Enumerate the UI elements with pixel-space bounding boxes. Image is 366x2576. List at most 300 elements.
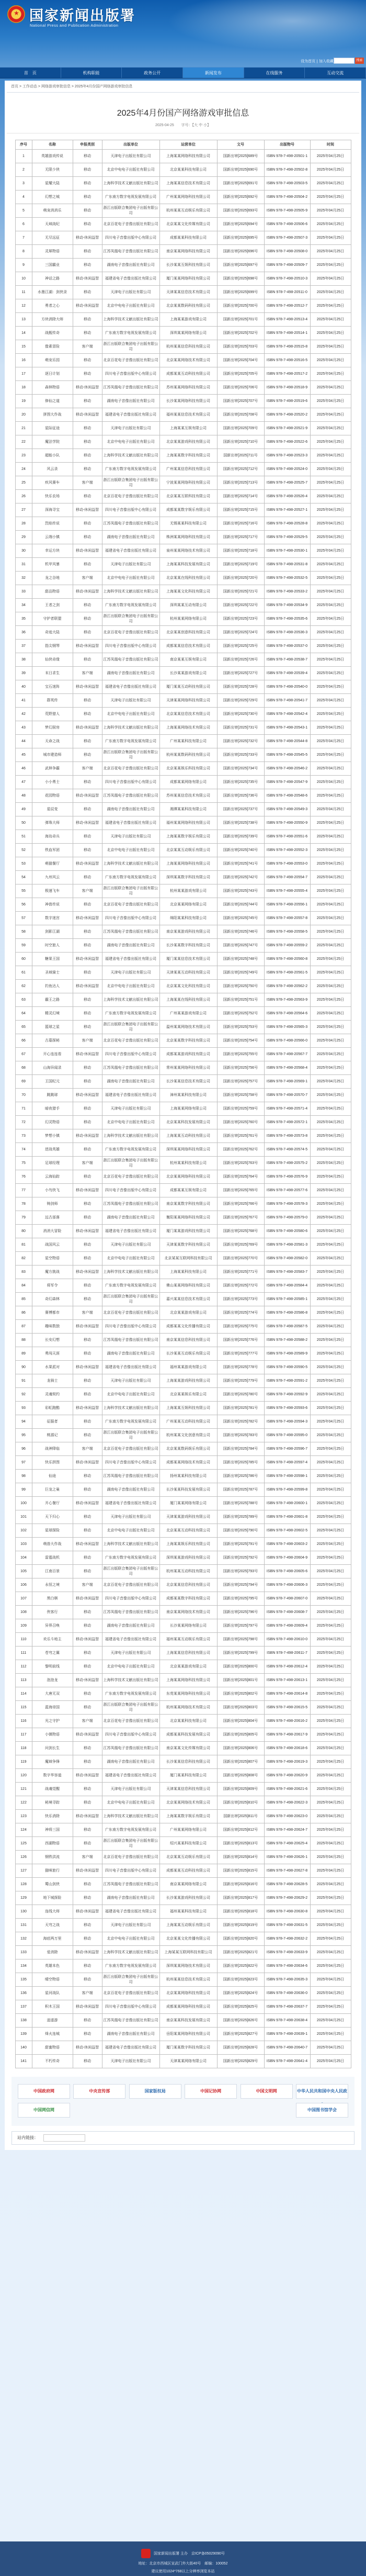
table-cell: 国新出审[2025]795号 xyxy=(217,1592,264,1606)
table-cell: ISBN 978-7-498-20604-9 xyxy=(264,1551,310,1565)
table-cell: 异界召唤 xyxy=(32,1619,73,1633)
table-cell: 移动-休闲益智 xyxy=(73,544,102,558)
table-cell: 移动 xyxy=(73,1932,102,1946)
table-cell: 衡阳某某网络科技有限公司 xyxy=(159,1211,217,1225)
table-cell: 广东南方数字电视发展有限公司 xyxy=(102,599,159,612)
table-cell: 北京某某文化传播有限公司 xyxy=(159,1932,217,1946)
table-cell: 王国纪元 xyxy=(32,1075,73,1089)
table-cell: 上海某某互动娱乐有限公司 xyxy=(159,1919,217,1932)
table-cell: 云端小镇 xyxy=(32,531,73,544)
table-cell: 湖南电子音像出版社有限公司 xyxy=(102,531,159,544)
table-cell: 蜀山剑侠 xyxy=(32,1878,73,1891)
table-cell: 上海科学技术文献出版社有限公司 xyxy=(102,585,159,599)
table-cell: 2025年04月25日 xyxy=(310,1959,351,1973)
table-cell: 移动 xyxy=(73,286,102,299)
table-cell: 97 xyxy=(15,1456,32,1470)
table-cell: 绍兴某某科技有限公司 xyxy=(159,1837,217,1851)
table-row xyxy=(15,1796,351,1810)
table-cell: 上海某某文化科技有限公司 xyxy=(159,585,217,599)
table-cell: 天津电子出版社有限公司 xyxy=(102,1919,159,1932)
table-cell: 客户端 xyxy=(73,340,102,354)
table-cell: 2025年04月25日 xyxy=(310,816,351,830)
table-cell: 移动 xyxy=(73,463,102,476)
table-cell: 2025年04月25日 xyxy=(310,1796,351,1810)
table-row xyxy=(15,1932,351,1946)
table-cell: 天津电子出版社有限公司 xyxy=(102,1238,159,1252)
table-cell: 移动-休闲益智 xyxy=(73,1592,102,1606)
table-cell: 长沙某某游戏科技有限公司 xyxy=(159,1891,217,1905)
nav-item[interactable]: 机构职能 xyxy=(61,68,122,78)
table-cell: 61 xyxy=(15,966,32,980)
table-cell: ISBN 978-7-498-20598-1 xyxy=(264,1470,310,1483)
table-cell: 68 xyxy=(15,1061,32,1075)
table-cell: 1 xyxy=(15,150,32,163)
table-cell: 南京某某数字科技有限公司 xyxy=(159,1197,217,1211)
table-cell: 北京某某网络技术有限公司 xyxy=(159,354,217,367)
gov-badge-icon[interactable] xyxy=(141,2549,151,2558)
table-cell: 数字迷宫 xyxy=(32,912,73,925)
table-cell: 国新出审[2025]771号 xyxy=(217,1265,264,1279)
table-cell: 国新出审[2025]722号 xyxy=(217,599,264,612)
table-cell: 浙江出版联合集团电子出版有限公司 xyxy=(102,476,159,490)
table-cell: 2025年04月25日 xyxy=(310,1184,351,1197)
table-cell: 130 xyxy=(15,1905,32,1919)
table-cell: 122 xyxy=(15,1796,32,1810)
breadcrumb[interactable]: 首页 > 工作动态 > 网络游戏审批信息 > 2025年4月份国产网络游戏审批信息 xyxy=(7,81,359,93)
table-cell: 厦门某某科技有限公司 xyxy=(159,1769,217,1783)
table-cell: 国新出审[2025]728号 xyxy=(217,680,264,694)
table-cell: 72 xyxy=(15,1116,32,1129)
table-row xyxy=(15,1157,351,1170)
table-cell: 上海某某在线科技有限公司 xyxy=(159,993,217,1007)
table-cell: 国新出审[2025]729号 xyxy=(217,694,264,708)
table-cell: ISBN 978-7-498-20635-3 xyxy=(264,1973,310,1987)
table-cell: 国新出审[2025]734号 xyxy=(217,762,264,776)
table-cell: 天津电子出版社有限公司 xyxy=(102,966,159,980)
table-cell: 国新出审[2025]731号 xyxy=(217,721,264,735)
table-row xyxy=(15,354,351,367)
table-cell: ISBN 978-7-498-20560-8 xyxy=(264,953,310,966)
table-cell: ISBN 978-7-498-20501-1 xyxy=(264,150,310,163)
table-cell: 国新出审[2025]705号 xyxy=(217,367,264,381)
table-cell: 2025年04月25日 xyxy=(310,1701,351,1715)
table-cell: ISBN 978-7-498-20549-3 xyxy=(264,803,310,816)
table-cell: 福建省电子音像出版社有限公司 xyxy=(102,953,159,966)
table-row xyxy=(15,1551,351,1565)
site-links-select[interactable] xyxy=(43,2134,85,2142)
table-cell: 问剑长生 xyxy=(32,1742,73,1755)
table-cell: 15 xyxy=(15,340,32,354)
table-cell: 96 xyxy=(15,1442,32,1456)
table-cell: 湖南电子音像出版社有限公司 xyxy=(102,803,159,816)
table-cell: 105 xyxy=(15,1565,32,1578)
table-cell: 客户端 xyxy=(73,476,102,490)
table-cell: ISBN 978-7-498-20565-3 xyxy=(264,1021,310,1034)
table-cell: 北京某某游戏科技有限公司 xyxy=(159,435,217,449)
table-cell: 9 xyxy=(15,259,32,272)
table-cell: 国新出审[2025]693号 xyxy=(217,204,264,218)
table-cell: 天津某某互动科技有限公司 xyxy=(159,966,217,980)
table-cell: 移动-休闲益智 xyxy=(73,1129,102,1143)
table-cell: ISBN 978-7-498-20570-7 xyxy=(264,1089,310,1102)
table-cell: 广东南方数字电视发展有限公司 xyxy=(102,1959,159,1973)
table-cell: 株洲某某网络科技有限公司 xyxy=(159,531,217,544)
table-cell: ISBN 978-7-498-20597-4 xyxy=(264,1456,310,1470)
table-cell: 北京某某网络科技有限公司 xyxy=(159,1987,217,2000)
site-links-bar xyxy=(12,2131,354,2145)
table-cell: 云海仙踪 xyxy=(32,1170,73,1184)
table-cell: 2025年04月25日 xyxy=(310,844,351,857)
nav-item[interactable]: 政务公开 xyxy=(122,68,183,78)
table-cell: ISBN 978-7-498-20576-9 xyxy=(264,1170,310,1184)
search-input[interactable] xyxy=(334,58,354,64)
footer-link[interactable]: 中国文明网 xyxy=(241,2084,293,2099)
table-cell: 移动 xyxy=(73,1551,102,1565)
table-cell: 移动-休闲益智 xyxy=(73,789,102,803)
table-cell: 2025年04月25日 xyxy=(310,1728,351,1742)
table-row xyxy=(15,789,351,803)
table-cell: 四川电子音像出版中心有限公司 xyxy=(102,1728,159,1742)
table-cell: 移动-休闲益智 xyxy=(73,272,102,286)
table-cell: 2025年04月25日 xyxy=(310,558,351,572)
footer-link[interactable]: 国家版权局 xyxy=(129,2084,181,2099)
table-cell: 102 xyxy=(15,1524,32,1538)
table-cell: 爱消除 xyxy=(32,1946,73,1959)
table-cell: ISBN 978-7-498-20616-2 xyxy=(264,1715,310,1728)
table-cell: 国新出审[2025]756号 xyxy=(217,1061,264,1075)
table-cell: ISBN 978-7-498-20507-3 xyxy=(264,231,310,245)
table-cell: 2025年04月25日 xyxy=(310,1810,351,1823)
table-row xyxy=(15,572,351,585)
table-cell: 移动 xyxy=(73,1415,102,1429)
table-cell: 69 xyxy=(15,1075,32,1089)
table-cell: ISBN 978-7-498-20636-0 xyxy=(264,1987,310,2000)
table-cell: 四川电子音像出版中心有限公司 xyxy=(102,1456,159,1470)
table-cell: 移动 xyxy=(73,1687,102,1701)
table-cell: 移动 xyxy=(73,939,102,953)
table-cell: 福建省电子音像出版社有限公司 xyxy=(102,1225,159,1238)
footer-link[interactable]: 中国记协网 xyxy=(185,2084,237,2099)
table-cell: 北京中电电子出版社有限公司 xyxy=(102,708,159,721)
table-cell: ISBN 978-7-498-20506-6 xyxy=(264,218,310,231)
table-cell: 移动 xyxy=(73,531,102,544)
table-cell: 南京某某互娱有限公司 xyxy=(159,653,217,667)
table-cell: 35 xyxy=(15,612,32,626)
table-cell: 福建省电子音像出版社有限公司 xyxy=(102,1361,159,1374)
nav-item[interactable]: 首 页 xyxy=(0,68,61,78)
table-cell: 2025年04月25日 xyxy=(310,544,351,558)
table-cell: 铁血军团 xyxy=(32,844,73,857)
table-cell: 四川电子音像出版中心有限公司 xyxy=(102,367,159,381)
table-cell: 南京某某网络科技有限公司 xyxy=(159,245,217,259)
table-cell: 国新出审[2025]811号 xyxy=(217,1810,264,1823)
table-cell: 上海某某互娱科技有限公司 xyxy=(159,1402,217,1415)
table-row xyxy=(15,422,351,435)
table-cell: 神兽传说 xyxy=(32,898,73,912)
table-cell: 国新出审[2025]720号 xyxy=(217,572,264,585)
table-cell: 广东南方数字电视发展有限公司 xyxy=(102,871,159,884)
table-row xyxy=(15,1810,351,1823)
table-cell: 2025年04月25日 xyxy=(310,422,351,435)
table-row xyxy=(15,884,351,898)
table-cell: 国新出审[2025]778号 xyxy=(217,1361,264,1374)
table-cell: 疾风赛车 xyxy=(32,476,73,490)
table-cell: 2025年04月25日 xyxy=(310,218,351,231)
table-cell: 移动 xyxy=(73,748,102,762)
table-cell: 74 xyxy=(15,1143,32,1157)
table-cell: 水墨江湖：剑侠录 xyxy=(32,286,73,299)
footer-copyright: 国家新闻出版署 主办 京ICP备05029090号 xyxy=(0,2549,366,2558)
table-cell: 2025年04月25日 xyxy=(310,272,351,286)
table-cell: 消消大冒险 xyxy=(32,1225,73,1238)
table-cell: 国新出审[2025]775号 xyxy=(217,1320,264,1334)
table-cell: 131 xyxy=(15,1919,32,1932)
table-cell: 足球经理 xyxy=(32,1157,73,1170)
table-cell: 2025年04月25日 xyxy=(310,1606,351,1619)
table-cell: 长沙某某信息科技有限公司 xyxy=(159,1755,217,1769)
table-cell: 国新出审[2025]796号 xyxy=(217,1606,264,1619)
table-cell: 精灵幻境 xyxy=(32,1007,73,1021)
table-header-row xyxy=(15,140,351,150)
table-cell: 广东南方数字电视发展有限公司 xyxy=(102,735,159,748)
site-links-label: 站内链接： xyxy=(17,2135,38,2140)
table-cell: 国新出审[2025]698号 xyxy=(217,272,264,286)
table-cell: 福州某某信息技术有限公司 xyxy=(159,408,217,422)
table-cell: 100 xyxy=(15,1497,32,1510)
table-cell: 2025年04月25日 xyxy=(310,925,351,939)
table-cell: 移动-休闲益智 xyxy=(73,1456,102,1470)
header-links[interactable]: 设为首页 | 加入收藏 xyxy=(301,59,334,63)
table-cell: ISBN 978-7-498-20517-2 xyxy=(264,367,310,381)
table-cell: 移动-休闲益智 xyxy=(73,721,102,735)
table-cell: 国新出审[2025]753号 xyxy=(217,1021,264,1034)
table-row xyxy=(15,503,351,517)
table-cell: 76 xyxy=(15,1170,32,1184)
table-row xyxy=(15,1701,351,1715)
table-cell: 移动 xyxy=(73,259,102,272)
table-cell: 41 xyxy=(15,694,32,708)
table-cell: 国新出审[2025]804号 xyxy=(217,1715,264,1728)
table-cell: 北京中电电子出版社有限公司 xyxy=(102,980,159,993)
table-cell: 63 xyxy=(15,993,32,1007)
table-cell: 南京某某网络有限公司 xyxy=(159,1878,217,1891)
table-cell: 海岛奇兵 xyxy=(32,830,73,844)
table-cell: 极速飞车 xyxy=(32,884,73,898)
table-cell: 国新出审[2025]798号 xyxy=(217,1633,264,1647)
table-row xyxy=(15,476,351,490)
table-cell: 仙途 xyxy=(32,1470,73,1483)
table-row xyxy=(15,517,351,531)
table-cell: 国新出审[2025]749号 xyxy=(217,966,264,980)
table-cell: ISBN 978-7-498-20556-1 xyxy=(264,898,310,912)
table-cell: 糖果王国 xyxy=(32,953,73,966)
nav-item[interactable]: 互动交流 xyxy=(305,68,366,78)
table-cell: 移动 xyxy=(73,1279,102,1293)
table-cell: 长沙某某数字科技有限公司 xyxy=(159,939,217,953)
table-cell: 移动-休闲益智 xyxy=(73,912,102,925)
table-cell: 甜蜜物语 xyxy=(32,2041,73,2055)
table-cell: 81 xyxy=(15,1238,32,1252)
table-cell: 广东南方数字电视发展有限公司 xyxy=(102,1687,159,1701)
table-cell: 18 xyxy=(15,381,32,395)
table-cell: 北京某某网络科技有限公司 xyxy=(159,1170,217,1184)
table-cell: 国新出审[2025]820号 xyxy=(217,1932,264,1946)
table-cell: 2025年04月25日 xyxy=(310,1619,351,1633)
table-cell: 国新出审[2025]725号 xyxy=(217,640,264,653)
table-cell: 国新出审[2025]814号 xyxy=(217,1851,264,1864)
table-cell: 移动 xyxy=(73,1524,102,1538)
article-meta xyxy=(7,122,359,128)
table-cell: 泉州某某网络技术有限公司 xyxy=(159,544,217,558)
table-cell: 上海科学技术文献出版社有限公司 xyxy=(102,1674,159,1687)
table-cell: 7 xyxy=(15,231,32,245)
table-cell: 四川电子音像出版中心有限公司 xyxy=(102,503,159,517)
table-cell: 神将三国 xyxy=(32,1823,73,1837)
table-row xyxy=(15,1510,351,1524)
table-cell: 2025年04月25日 xyxy=(310,259,351,272)
table-cell: 2025年04月25日 xyxy=(310,150,351,163)
search-button[interactable]: 搜索 xyxy=(355,58,364,64)
table-cell: 广州某某游戏有限公司 xyxy=(159,1007,217,1021)
table-cell: 54 xyxy=(15,871,32,884)
table-cell: ISBN 978-7-498-20527-1 xyxy=(264,503,310,517)
table-cell: 水果派对 xyxy=(32,1361,73,1374)
table-cell: 萌兽大作战 xyxy=(32,1538,73,1551)
table-cell: 浙江出版联合集团电子出版有限公司 xyxy=(102,340,159,354)
table-cell: 移动-休闲益智 xyxy=(73,1864,102,1878)
footer-link[interactable]: 中央宣传部 xyxy=(73,2084,125,2099)
table-cell: 国新出审[2025]690号 xyxy=(217,163,264,177)
table-cell: 2025年04月25日 xyxy=(310,1347,351,1361)
table-cell: 湖南电子音像出版社有限公司 xyxy=(102,1211,159,1225)
table-cell: 深圳某某网络科技有限公司 xyxy=(159,1143,217,1157)
table-cell: 北京某某互动娱乐有限公司 xyxy=(159,1851,217,1864)
table-cell: 上海某某科技有限公司 xyxy=(159,1265,217,1279)
table-cell: 22 xyxy=(15,435,32,449)
table-cell: ISBN 978-7-498-20594-3 xyxy=(264,1415,310,1429)
table-cell: ISBN 978-7-498-20613-1 xyxy=(264,1674,310,1687)
table-cell: 2025年04月25日 xyxy=(310,1973,351,1987)
table-cell: 移动-休闲益智 xyxy=(73,1184,102,1197)
table-cell: 天津某某网络科技有限公司 xyxy=(159,694,217,708)
table-cell: 天津某某网络有限公司 xyxy=(159,2055,217,2068)
table-cell: 2025年04月25日 xyxy=(310,286,351,299)
table-cell: 2025年04月25日 xyxy=(310,857,351,871)
table-cell: 110 xyxy=(15,1633,32,1647)
table-cell: 58 xyxy=(15,925,32,939)
table-cell: 北京某某游戏有限公司 xyxy=(159,1660,217,1674)
table-cell: 84 xyxy=(15,1279,32,1293)
table-cell: 北京百花电子音像出版社有限公司 xyxy=(102,1578,159,1592)
table-cell: ISBN 978-7-498-20566-0 xyxy=(264,1034,310,1048)
table-cell: 12 xyxy=(15,299,32,313)
table-cell: 国新出审[2025]742号 xyxy=(217,871,264,884)
table-cell: 巨龙之巢 xyxy=(32,1483,73,1497)
table-cell: 广东南方数字电视发展有限公司 xyxy=(102,1007,159,1021)
table-cell: 2025年04月25日 xyxy=(310,476,351,490)
table-cell: 2025年04月25日 xyxy=(310,599,351,612)
table-row xyxy=(15,1728,351,1742)
table-cell: 移动-休闲益智 xyxy=(73,980,102,993)
nav-item[interactable]: 在线服务 xyxy=(244,68,305,78)
table-cell: 广东南方数字电视发展有限公司 xyxy=(102,1415,159,1429)
table-cell: 北京中电电子出版社有限公司 xyxy=(102,572,159,585)
table-cell: 深圳某某网络有限公司 xyxy=(159,327,217,340)
table-cell: 杭州某某互动娱乐有限公司 xyxy=(159,204,217,218)
table-cell: 117 xyxy=(15,1728,32,1742)
table-cell: 北京某某创意科技有限公司 xyxy=(159,626,217,640)
table-cell: 浙江出版联合集团电子出版有限公司 xyxy=(102,612,159,626)
table-cell: 北京某某游戏有限公司 xyxy=(159,1306,217,1320)
table-cell: ISBN 978-7-498-20519-6 xyxy=(264,395,310,408)
table-cell: 国新出审[2025]793号 xyxy=(217,1565,264,1578)
table-cell: ISBN 978-7-498-20529-5 xyxy=(264,531,310,544)
table-cell: 萌宠乐园 xyxy=(32,354,73,367)
table-cell: 杭州某某互动科技有限公司 xyxy=(159,1565,217,1578)
table-cell: 70 xyxy=(15,1089,32,1102)
footer-link[interactable]: 中国网信网 xyxy=(18,2103,70,2118)
table-cell: 国新出审[2025]791号 xyxy=(217,1538,264,1551)
table-cell: 移动 xyxy=(73,1347,102,1361)
table-cell: 佛山某某网络科技有限公司 xyxy=(159,1279,217,1293)
table-cell: 141 xyxy=(15,2055,32,2068)
table-cell: 50 xyxy=(15,816,32,830)
table-row xyxy=(15,1851,351,1864)
table-cell: 2025年04月25日 xyxy=(310,2000,351,2014)
table-cell: 移动 xyxy=(73,898,102,912)
table-cell: 四川电子音像出版中心有限公司 xyxy=(102,912,159,925)
table-cell: ISBN 978-7-498-20534-9 xyxy=(264,599,310,612)
table-row xyxy=(15,1905,351,1919)
table-cell: 客户端 xyxy=(73,1987,102,2000)
footer-link[interactable]: 中华人民共和国中央人民政 xyxy=(296,2084,348,2099)
table-cell: 国新出审[2025]807号 xyxy=(217,1755,264,1769)
table-row xyxy=(15,1769,351,1783)
table-cell: 140 xyxy=(15,2041,32,2055)
table-cell: 烽火连城 xyxy=(32,2028,73,2041)
table-cell: 上海某某信息科技有限公司 xyxy=(159,1647,217,1660)
table-cell: ISBN 978-7-498-20596-7 xyxy=(264,1442,310,1456)
table-cell: 移动 xyxy=(73,204,102,218)
table-cell: 客户端 xyxy=(73,762,102,776)
table-cell: 移动 xyxy=(73,626,102,640)
table-cell: 长沙某某科技发展有限公司 xyxy=(159,1483,217,1497)
table-cell: 广州某某互动科技有限公司 xyxy=(159,1415,217,1429)
table-cell: ISBN 978-7-498-20544-8 xyxy=(264,735,310,748)
table-cell: 天津电子出版社有限公司 xyxy=(102,694,159,708)
table-cell: 移动 xyxy=(73,1483,102,1497)
table-cell: 国新出审[2025]703号 xyxy=(217,340,264,354)
table-row xyxy=(15,1715,351,1728)
table-cell: ISBN 978-7-498-20600-1 xyxy=(264,1497,310,1510)
table-cell: 福建省电子音像出版社有限公司 xyxy=(102,544,159,558)
table-cell: 60 xyxy=(15,953,32,966)
table-cell: 17 xyxy=(15,367,32,381)
table-cell: 天津电子出版社有限公司 xyxy=(102,150,159,163)
footer-link[interactable]: 中国图书馆学会 xyxy=(296,2103,348,2118)
table-cell: 福建省电子音像出版社有限公司 xyxy=(102,816,159,830)
table-cell: ISBN 978-7-498-20523-3 xyxy=(264,449,310,463)
table-cell: 2025年04月25日 xyxy=(310,1783,351,1796)
table-cell: 萌宠消消乐 xyxy=(32,204,73,218)
table-row xyxy=(15,191,351,204)
table-row xyxy=(15,1755,351,1769)
table-cell: ISBN 978-7-498-20545-5 xyxy=(264,748,310,762)
footer-link[interactable]: 中国政府网 xyxy=(18,2084,70,2099)
table-cell: 国新出审[2025]759号 xyxy=(217,1102,264,1116)
font-size-selector[interactable]: 字号：【大 中 小】 xyxy=(181,124,211,127)
nav-item[interactable]: 新闻发布 xyxy=(183,68,244,78)
